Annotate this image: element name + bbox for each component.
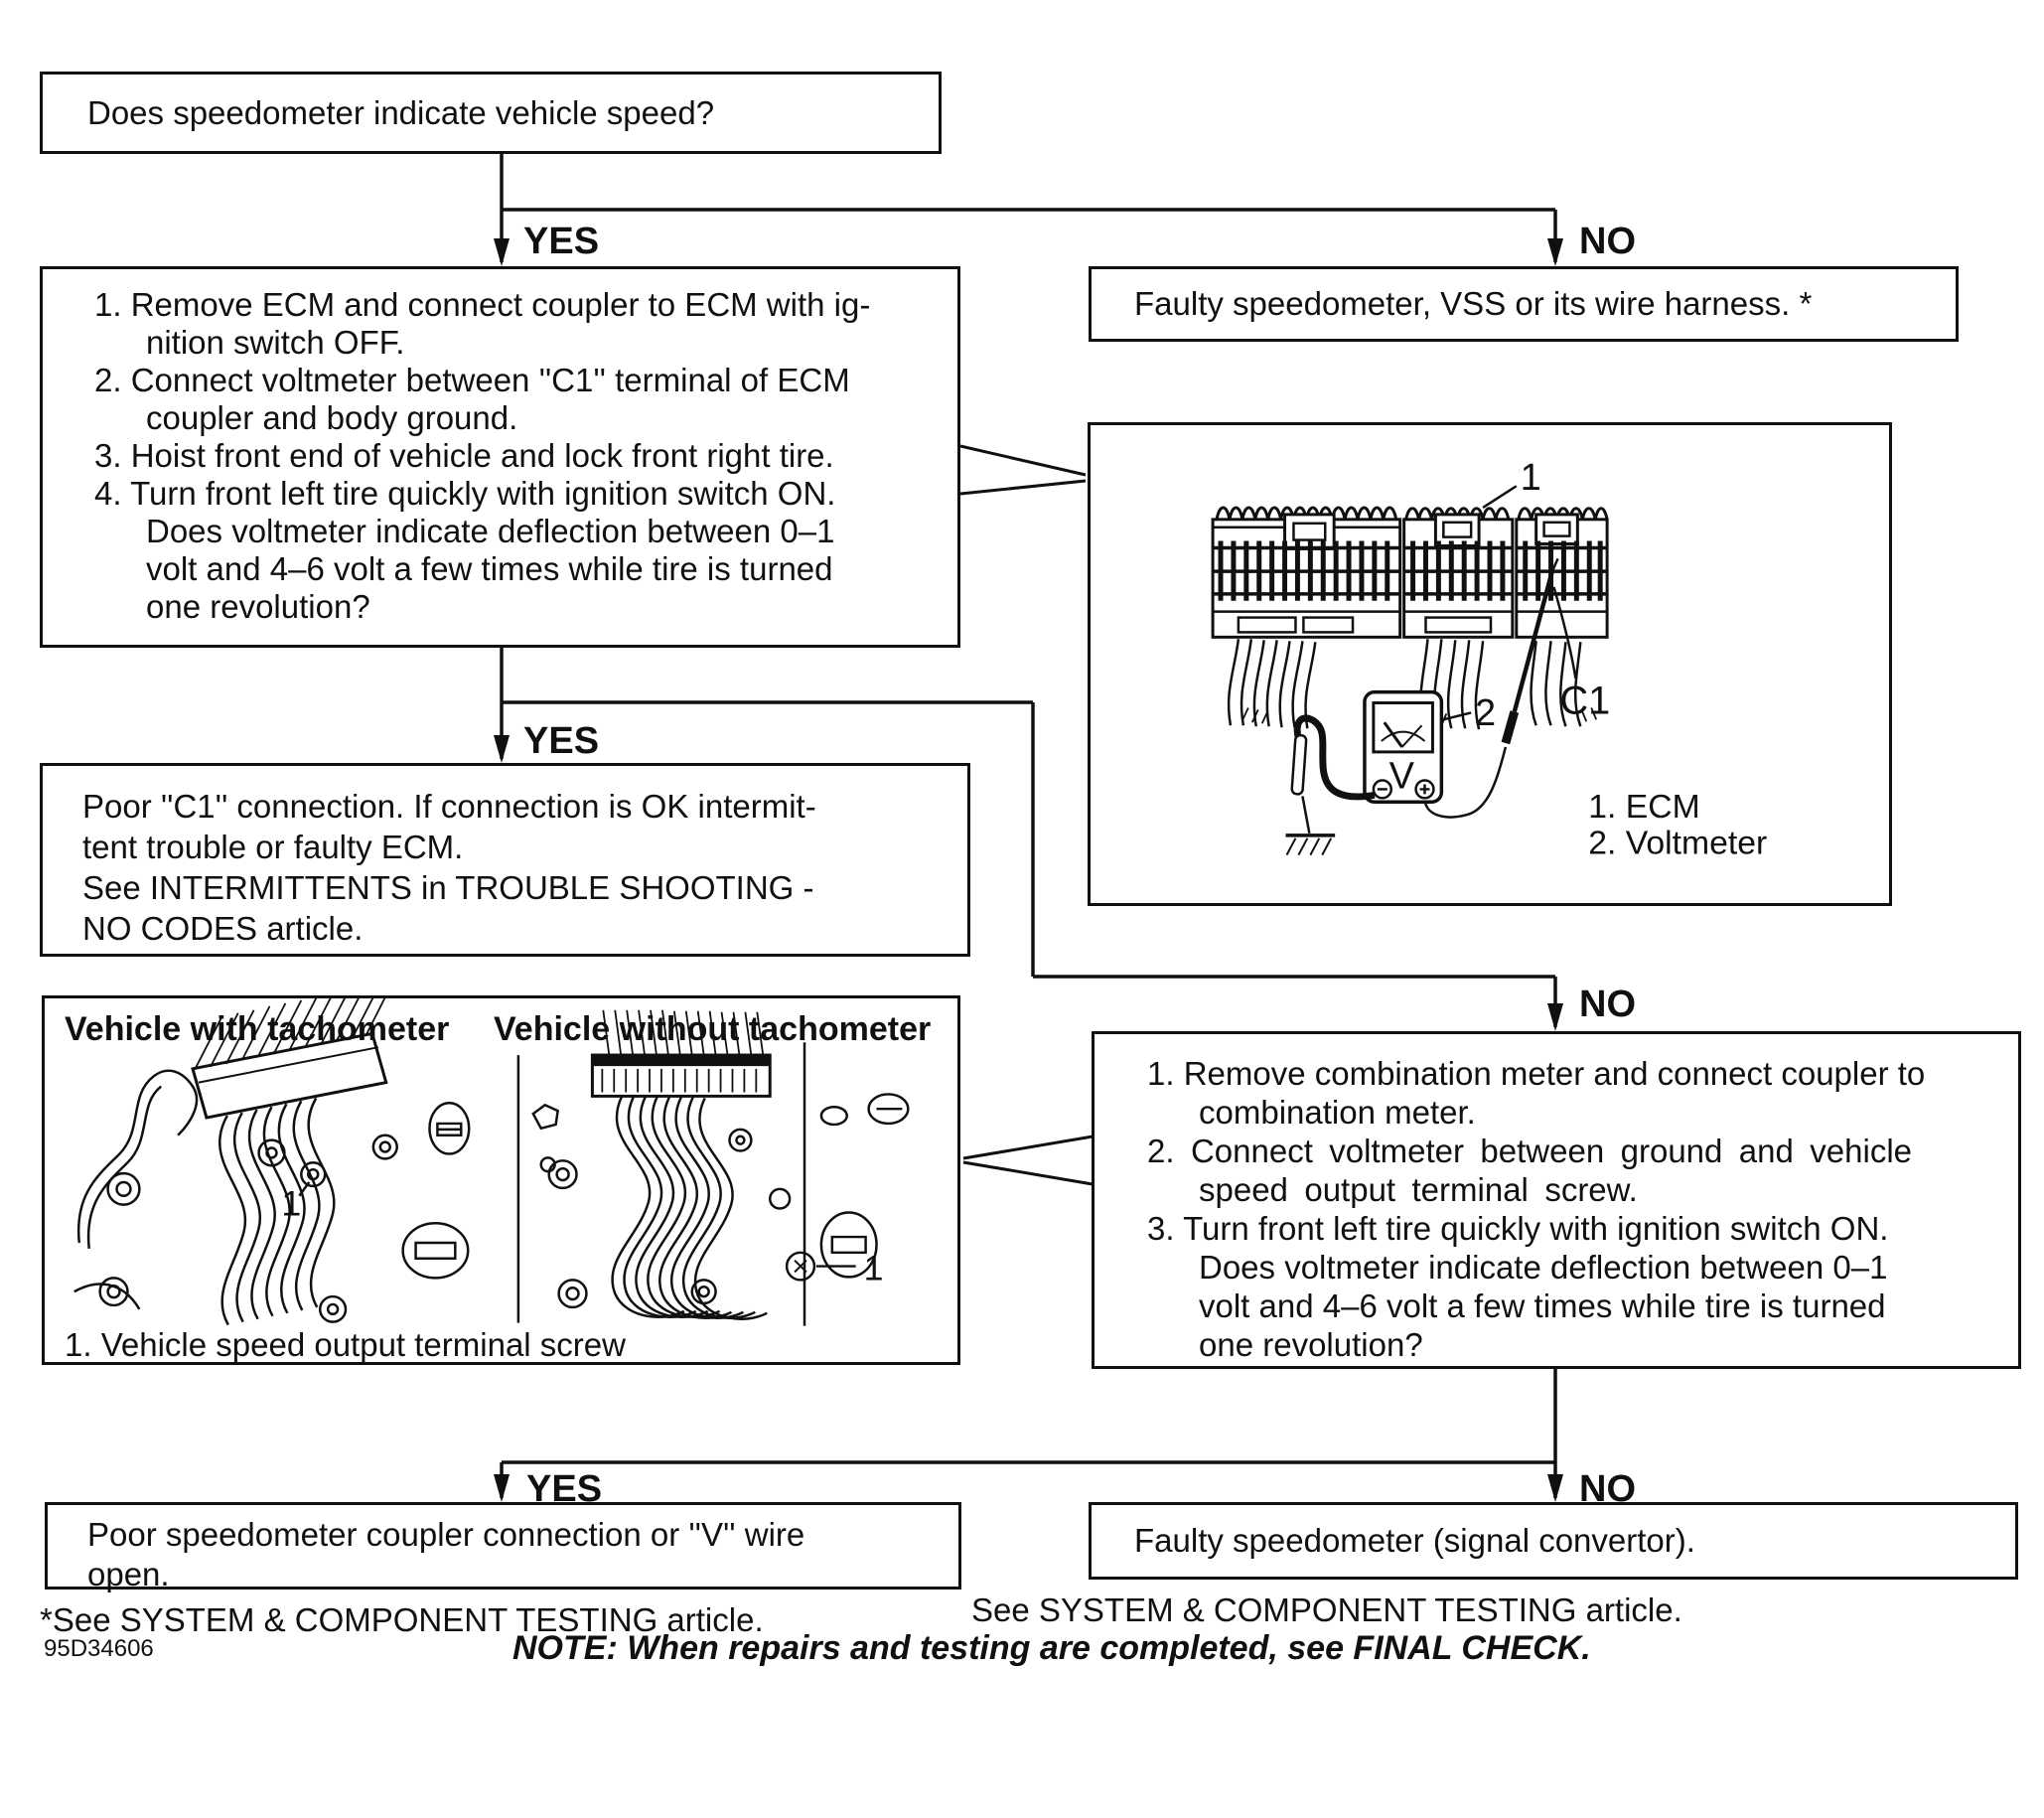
step-line: volt and 4–6 volt a few times while tire is turned <box>1199 1288 1886 1324</box>
step-line: coupler and body ground. <box>146 399 518 436</box>
poor-coupler-box <box>45 1502 961 1590</box>
no-label-1: NO <box>1579 221 1636 262</box>
step-line: 4. Turn front left tire quickly with ignition switch ON. <box>94 475 836 512</box>
document-code: 95D34606 <box>44 1635 154 1662</box>
tach-title-left: Vehicle with tachometer <box>65 1010 450 1048</box>
question-text: Does speedometer indicate vehicle speed? <box>87 93 715 131</box>
faulty-convertor-box <box>1089 1502 2018 1580</box>
voltmeter-v-mark: V <box>1388 754 1414 797</box>
result-line: NO CODES article. <box>82 910 364 947</box>
final-check-note: NOTE: When repairs and testing are completed, see FINAL CHECK. <box>512 1629 1591 1667</box>
tach-caption: 1. Vehicle speed output terminal screw <box>65 1326 626 1363</box>
step-line: Does voltmeter indicate deflection between 0–1 <box>146 513 835 549</box>
step-line: one revolution? <box>1199 1326 1423 1363</box>
tachometer-drawing <box>45 998 957 1362</box>
step-line: Does voltmeter indicate deflection between 0–1 <box>1199 1249 1888 1286</box>
step-line: 3. Turn front left tire quickly with ignition switch ON. <box>1147 1210 1889 1247</box>
circuit-without-tach <box>518 1010 908 1326</box>
ecm-legend-line-2: 2. Voltmeter <box>1588 825 1768 862</box>
callout-1-leader <box>1483 486 1517 508</box>
tach-callout-right: 1 <box>863 1248 884 1288</box>
result-line: Poor ''C1'' connection. If connection is OK intermit- <box>82 788 816 825</box>
footnote-right: See SYSTEM & COMPONENT TESTING article. <box>971 1591 1682 1628</box>
step-line: combination meter. <box>1199 1094 1476 1131</box>
combo-meter-steps-box <box>1092 1031 2021 1369</box>
step-line: nition switch OFF. <box>146 324 405 361</box>
yes-label-3: YES <box>526 1468 603 1510</box>
ecm-callout-1: 1 <box>1520 456 1541 499</box>
ecm-callout-c1: C1 <box>1559 679 1611 723</box>
result-line: open. <box>87 1556 170 1592</box>
faulty-convertor-text: Faulty speedometer (signal convertor). <box>1134 1522 1695 1559</box>
step-line: speed output terminal screw. <box>1199 1171 1638 1208</box>
tach-callout-left: 1 <box>281 1183 302 1224</box>
ecm-callout-2: 2 <box>1475 691 1497 734</box>
result-line: Poor speedometer coupler connection or ''V'' wire <box>87 1516 805 1553</box>
step-line: one revolution? <box>146 588 370 625</box>
no-label-2: NO <box>1579 984 1636 1025</box>
tach-title-right: Vehicle without tachometer <box>494 1010 932 1048</box>
result-line: See INTERMITTENTS in TROUBLE SHOOTING - <box>82 869 814 906</box>
tachometer-figure <box>42 995 960 1365</box>
no-label-3: NO <box>1579 1468 1636 1510</box>
poor-c1-box <box>40 763 970 957</box>
question-box <box>40 72 942 154</box>
footnote-left: *See SYSTEM & COMPONENT TESTING article. <box>40 1601 764 1638</box>
step-line: 2. Connect voltmeter between ground and vehicle <box>1147 1133 1913 1169</box>
ecm-test-steps-box <box>40 266 960 648</box>
ecm-voltmeter-figure <box>1088 422 1892 906</box>
step-line: 1. Remove combination meter and connect coupler to <box>1147 1055 1926 1092</box>
faulty-vss-box <box>1089 266 1959 342</box>
yes-label-1: YES <box>523 221 600 262</box>
ecm-legend-line-1: 1. ECM <box>1588 789 1700 827</box>
yes-label-2: YES <box>523 720 600 762</box>
step-line: volt and 4–6 volt a few times while tire is turned <box>146 550 833 587</box>
leader-wedges <box>960 446 1093 1184</box>
step-line: 1. Remove ECM and connect coupler to ECM with ig- <box>94 286 871 323</box>
faulty-vss-text: Faulty speedometer, VSS or its wire harness. * <box>1134 285 1813 322</box>
result-line: tent trouble or faulty ECM. <box>82 829 464 865</box>
step-line: 2. Connect voltmeter between ''C1'' terminal of ECM <box>94 362 850 398</box>
ecm-voltmeter-drawing <box>1091 425 1889 903</box>
ground-cable <box>1286 718 1375 855</box>
step-line: 3. Hoist front end of vehicle and lock front right tire. <box>94 437 834 474</box>
